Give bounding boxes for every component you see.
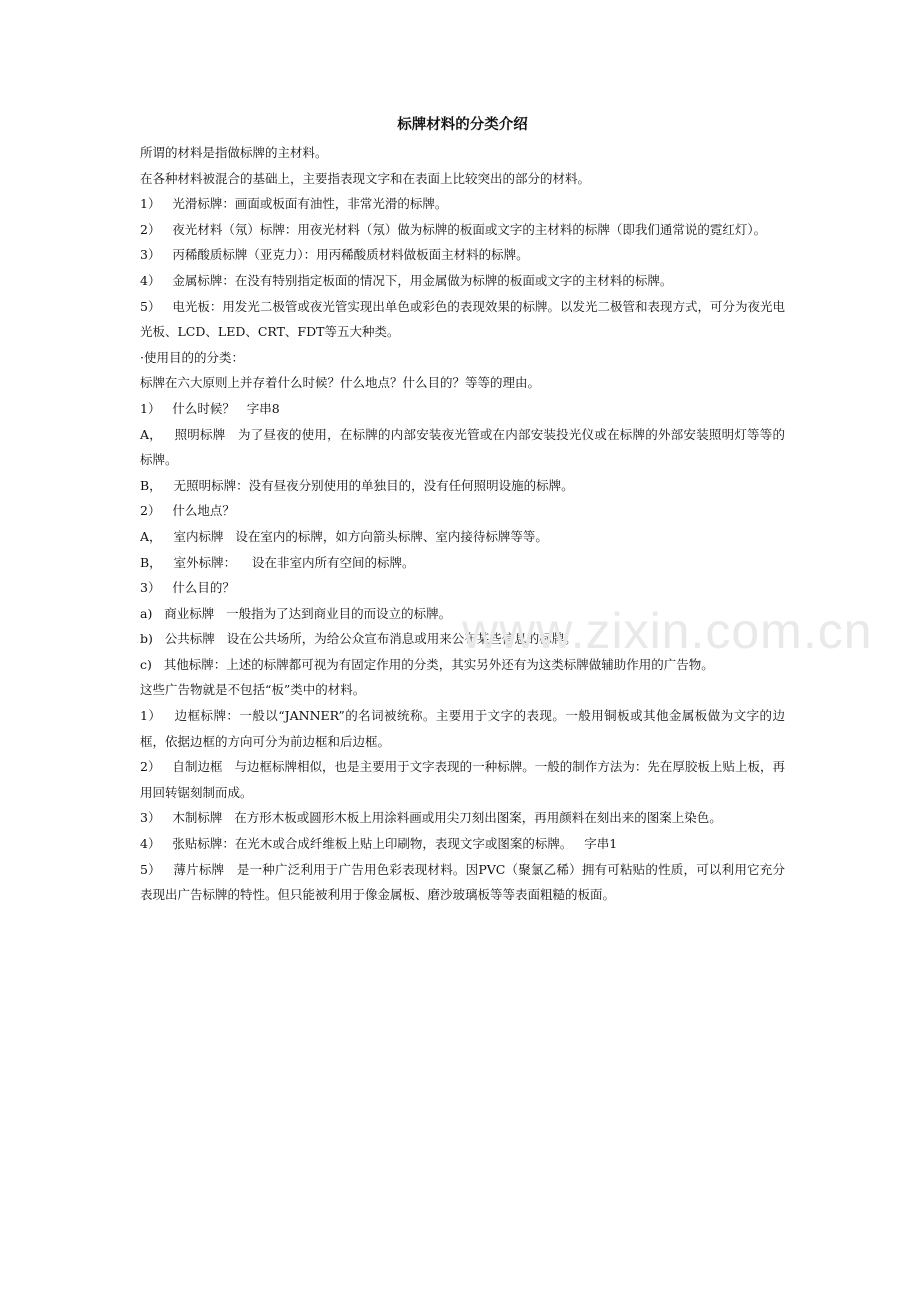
- list-item: 3） 木制标牌 在方形木板或圆形木板上用涂料画或用尖刀刻出图案，再用颜料在刻出来的图案上染色。: [140, 810, 722, 826]
- list-item: B， 室外标牌： 设在非室内所有空间的标牌。: [140, 554, 415, 570]
- list-item: 4） 张贴标牌：在光木或合成纤维板上贴上印刷物，表现文字或图案的标牌。 字串1: [140, 836, 618, 852]
- list-item: A， 照明标牌 为了昼夜的使用，在标牌的内部安装夜光管或在内部安装投光仪或在标牌的外部安装照明灯等等的标牌。: [140, 426, 785, 468]
- list-item: 1） 光滑标牌：画面或板面有油性，非常光滑的标牌。: [140, 196, 448, 212]
- list-item: 4） 金属标牌：在没有特别指定板面的情况下，用金属做为标牌的板面或文字的主材料的标牌。: [140, 272, 673, 288]
- list-item: 1） 什么时候？ 字串8: [140, 400, 280, 416]
- list-item: 1） 边框标牌：一般以“JANNER”的名词被统称。主要用于文字的表现。一般用铜板或其他金属板做为文字的边框，依据边框的方向可分为前边框和后边框。: [140, 708, 785, 749]
- list-item: a) 商业标牌 一般指为了达到商业目的而设立的标牌。: [140, 605, 452, 621]
- list-item: 5） 电光板：用发光二极管或夜光管实现出单色或彩色的表现效果的标牌。以发光二极管和表现方式，可分为夜光电光板、LCD、LED、CRT、FDT等五大种类。: [140, 298, 785, 340]
- list-item: 2） 夜光材料（氖）标牌：用夜光材料（氖）做为标牌的板面或文字的主材料的标牌（即我们通常说的霓红灯）。: [140, 221, 767, 237]
- paragraph: 这些广告物就是不包括“板”类中的材料。: [140, 682, 366, 698]
- list-item: 3） 什么目的？: [140, 580, 235, 596]
- paragraph: 标牌在六大原则上并存着什么时候？什么地点？什么目的？等等的理由。: [140, 375, 541, 391]
- list-item: 2） 自制边框 与边框标牌相似，也是主要用于文字表现的一种标牌。一般的制作方法为：先在厚胶板上贴上板，再用回转锯刻制而成。: [140, 759, 785, 800]
- list-item: B， 无照明标牌：没有昼夜分别使用的单独目的，没有任何照明设施的标牌。: [140, 477, 574, 493]
- document-title: 标牌材料的分类介绍: [397, 116, 528, 133]
- document-page: [140, 110, 785, 908]
- list-item: A， 室内标牌 设在室内的标牌，如方向箭头标牌、室内接待标牌等等。: [140, 528, 548, 544]
- list-item: b) 公共标牌 设在公共场所，为给公众宣布消息或用来公布某些信息的标牌。: [140, 631, 577, 647]
- paragraph: 所谓的材料是指做标牌的主材料。: [140, 145, 328, 160]
- list-item: 2） 什么地点？: [140, 503, 235, 519]
- watermark: www.zixin.com.cn: [462, 603, 873, 659]
- list-item: c) 其他标牌：上述的标牌都可视为有固定作用的分类，其实另外还有为这类标牌做辅助作用的广告物。: [140, 656, 714, 672]
- list-item: 3） 丙稀酸质标牌（亚克力）：用丙稀酸质材料做板面主材料的标牌。: [140, 247, 529, 263]
- list-item: 5） 薄片标牌 是一种广泛利用于广告用色彩表现材料。因PVC（聚氯乙稀）拥有可粘贴的性质，可以利用它充分表现出广告标牌的特性。但只能被利用于像金属板、磨沙玻璃板等等表面粗糙的板面。: [140, 861, 785, 903]
- section-heading: ·使用目的的分类：: [140, 349, 244, 365]
- paragraph: 在各种材料被混合的基础上，主要指表现文字和在表面上比较突出的部分的材料。: [140, 170, 591, 186]
